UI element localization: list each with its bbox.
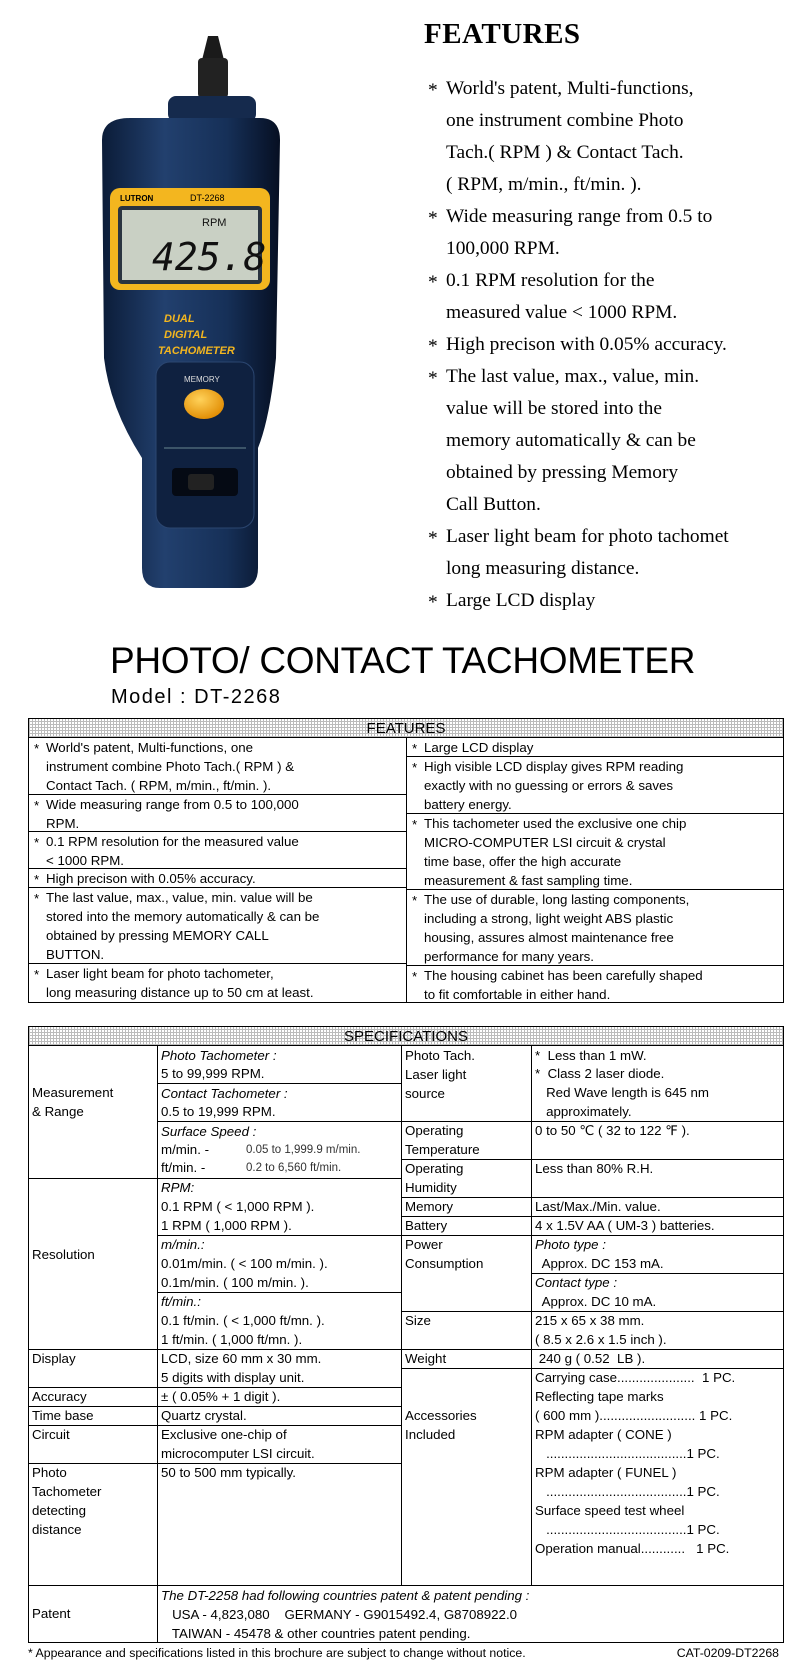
footer-note: * Appearance and specifications listed in this brochure are subject to change without notice. — [28, 1646, 526, 1660]
photo-tach-label: Photo Tachometer : — [161, 1048, 277, 1063]
operating-temperature-value: 0 to 50 ℃ ( 32 to 122 ℉ ). — [535, 1123, 690, 1138]
features-right-column — [406, 738, 783, 1002]
top-feature-item: * Large LCD display — [420, 585, 793, 617]
measurement-range-label: Measurement & Range — [32, 1085, 114, 1119]
circuit-value: Exclusive one-chip of microcomputer LSI circuit. — [161, 1427, 315, 1461]
top-feature-item: * World's patent, Multi-functions, one instrument combine Photo Tach.( RPM ) & Contact Tach. ( RPM, m/min., ft/min. ). — [420, 73, 793, 201]
detecting-distance-value: 50 to 500 mm typically. — [161, 1465, 296, 1480]
memory-button-label: MEMORY — [184, 375, 220, 384]
top-feature-item: * The last value, max., value, min. value will be stored into the memory automatically & can be obtained by pressing Memory Call Button. — [420, 361, 793, 521]
laser-value-class: * Class 2 laser diode. Red Wave length is 645 nm approximately. — [535, 1066, 709, 1119]
surface-speed-label: Surface Speed : — [161, 1124, 257, 1139]
power-consumption-label: Power Consumption — [405, 1237, 484, 1271]
power-contact-label: Contact type : — [535, 1275, 618, 1290]
top-feature-item: * Laser light beam for photo tachomet long measuring distance. — [420, 521, 793, 585]
circuit-label: Circuit — [32, 1427, 70, 1442]
patent-text — [161, 1586, 529, 1643]
device-name-line-2: DIGITAL — [164, 329, 208, 341]
brand-text: LUTRON — [120, 194, 154, 203]
patent-label: Patent — [32, 1606, 71, 1621]
surface-ftmin-unit: ft/min. - — [161, 1160, 206, 1175]
battery-value: 4 x 1.5V AA ( UM-3 ) batteries. — [535, 1218, 715, 1233]
laser-source-label: Photo Tach. Laser light source — [405, 1048, 475, 1101]
power-contact-value: Approx. DC 10 mA. — [535, 1294, 657, 1309]
page-title: PHOTO/ CONTACT TACHOMETER — [110, 640, 696, 681]
specifications-heading: SPECIFICATIONS — [28, 1026, 784, 1046]
patent-line: TAIWAN - 45478 & other countries patent pending. — [161, 1626, 471, 1641]
specifications-grid — [28, 1046, 784, 1586]
res-mmin-values: 0.01m/min. ( < 100 m/min. ). 0.1m/min. ( 100 m/min. ). — [161, 1256, 328, 1290]
patent-table — [28, 1585, 784, 1643]
catalog-code: CAT-0209-DT2268 — [676, 1646, 779, 1660]
feature-item: * This tachometer used the exclusive one chip MICRO-COMPUTER LSI circuit & crystal time base, offer the high accurate measurement & fast sampling time. — [407, 814, 783, 890]
weight-value: 240 g ( 0.52 LB ). — [535, 1351, 646, 1366]
size-label: Size — [405, 1313, 431, 1328]
contact-tach-label: Contact Tachometer : — [161, 1086, 288, 1101]
operating-humidity-label: Operating Humidity — [405, 1161, 464, 1195]
contact-tach-range: 0.5 to 19,999 RPM. — [161, 1104, 276, 1119]
top-feature-item: * Wide measuring range from 0.5 to 100,000 RPM. — [420, 201, 793, 265]
top-features-section — [420, 18, 793, 617]
res-ftmin-values: 0.1 ft/min. ( < 1,000 ft/mn. ). 1 ft/min. ( 1,000 ft/mn. ). — [161, 1313, 325, 1347]
feature-item: * 0.1 RPM resolution for the measured value < 1000 RPM. — [29, 832, 406, 869]
feature-item: * Wide measuring range from 0.5 to 100,000 RPM. — [29, 795, 406, 832]
top-feature-item: * 0.1 RPM resolution for the measured value < 1000 RPM. — [420, 265, 793, 329]
accuracy-label: Accuracy — [32, 1389, 87, 1404]
patent-heading-line: The DT-2258 had following countries patent & patent pending : — [161, 1588, 530, 1603]
features-table — [28, 718, 784, 1003]
specifications-table — [28, 1026, 784, 1586]
feature-item: * The housing cabinet has been carefully shaped to fit comfortable in either hand. — [407, 966, 783, 1002]
features-left-column — [29, 738, 406, 1002]
top-feature-item: * High precison with 0.05% accuracy. — [420, 329, 793, 361]
size-value: 215 x 65 x 38 mm. ( 8.5 x 2.6 x 1.5 inch ). — [535, 1313, 667, 1347]
res-rpm-label: RPM: — [161, 1180, 195, 1195]
battery-label: Battery — [405, 1218, 448, 1233]
timebase-label: Time base — [32, 1408, 94, 1423]
accessories-label: Accessories Included — [405, 1408, 477, 1442]
feature-item: * Laser light beam for photo tachometer, long measuring distance up to 50 cm at least. — [29, 964, 406, 1002]
power-photo-label: Photo type : — [535, 1237, 606, 1252]
device-name-line-3: TACHOMETER — [158, 345, 235, 357]
accessories-value: Carrying case..................... 1 PC. Reflecting tape marks ( 600 mm ).......................... 1 PC. RPM adapter ( CONE ) ......................................1 PC. RPM adapter ( FUNEL ) ......................................1 PC. Surface speed test wheel ......................................1 PC. Operation manual............ 1 PC. — [535, 1370, 736, 1556]
patent-line: USA - 4,823,080 GERMANY - G9015492.4, G8708922.0 — [172, 1607, 518, 1622]
features-table-body — [28, 738, 784, 1003]
feature-item: * Large LCD display — [407, 738, 783, 757]
operating-temperature-label: Operating Temperature — [405, 1123, 480, 1157]
surface-mmin-unit: m/min. - — [161, 1142, 210, 1157]
detecting-distance-label: Photo Tachometer detecting distance — [32, 1465, 102, 1537]
power-photo-value: Approx. DC 153 mA. — [535, 1256, 664, 1271]
feature-item: * High precison with 0.05% accuracy. — [29, 869, 406, 888]
memory-label: Memory — [405, 1199, 454, 1214]
memory-button — [184, 389, 224, 419]
feature-item: * The last value, max., value, min. value will be stored into the memory automatically & can be obtained by pressing MEMORY CALL BUTTON. — [29, 888, 406, 964]
display-value: LCD, size 60 mm x 30 mm. 5 digits with display unit. — [161, 1351, 322, 1385]
model-label: Model : DT-2268 — [111, 686, 282, 708]
timebase-value: Quartz crystal. — [161, 1408, 247, 1423]
laser-value-power: * Less than 1 mW. — [535, 1048, 647, 1063]
model-text-on-device: DT-2268 — [190, 193, 225, 203]
lcd-unit: RPM — [202, 217, 227, 229]
feature-item: * High visible LCD display gives RPM reading exactly with no guessing or errors & saves battery energy. — [407, 757, 783, 814]
res-rpm-values: 0.1 RPM ( < 1,000 RPM ). 1 RPM ( 1,000 RPM ). — [161, 1199, 315, 1233]
weight-label: Weight — [405, 1351, 447, 1366]
res-mmin-label: m/min.: — [161, 1237, 205, 1252]
top-features-heading: FEATURES — [424, 18, 581, 50]
res-ftmin-label: ft/min.: — [161, 1294, 201, 1309]
surface-ftmin-range: 0.2 to 6,560 ft/min. — [246, 1162, 342, 1174]
photo-tach-range: 5 to 99,999 RPM. — [161, 1066, 265, 1081]
display-label: Display — [32, 1351, 76, 1366]
operating-humidity-value: Less than 80% R.H. — [535, 1161, 654, 1176]
memory-value: Last/Max./Min. value. — [535, 1199, 661, 1214]
tachometer-product-photo — [90, 28, 310, 618]
top-features-list — [420, 73, 793, 617]
accuracy-value: ± ( 0.05% + 1 digit ). — [161, 1389, 281, 1404]
surface-mmin-range: 0.05 to 1,999.9 m/min. — [246, 1144, 361, 1156]
feature-item: * The use of durable, long lasting components, including a strong, light weight ABS plastic housing, assures almost maintenance free performance for many years. — [407, 890, 783, 966]
resolution-label: Resolution — [32, 1247, 95, 1262]
device-name-line-1: DUAL — [164, 313, 195, 325]
feature-item: * World's patent, Multi-functions, one instrument combine Photo Tach.( RPM ) & Contact Tach. ( RPM, m/min., ft/min. ). — [29, 738, 406, 795]
features-table-heading: FEATURES — [28, 718, 784, 738]
lcd-reading: 425.8 — [152, 235, 267, 279]
